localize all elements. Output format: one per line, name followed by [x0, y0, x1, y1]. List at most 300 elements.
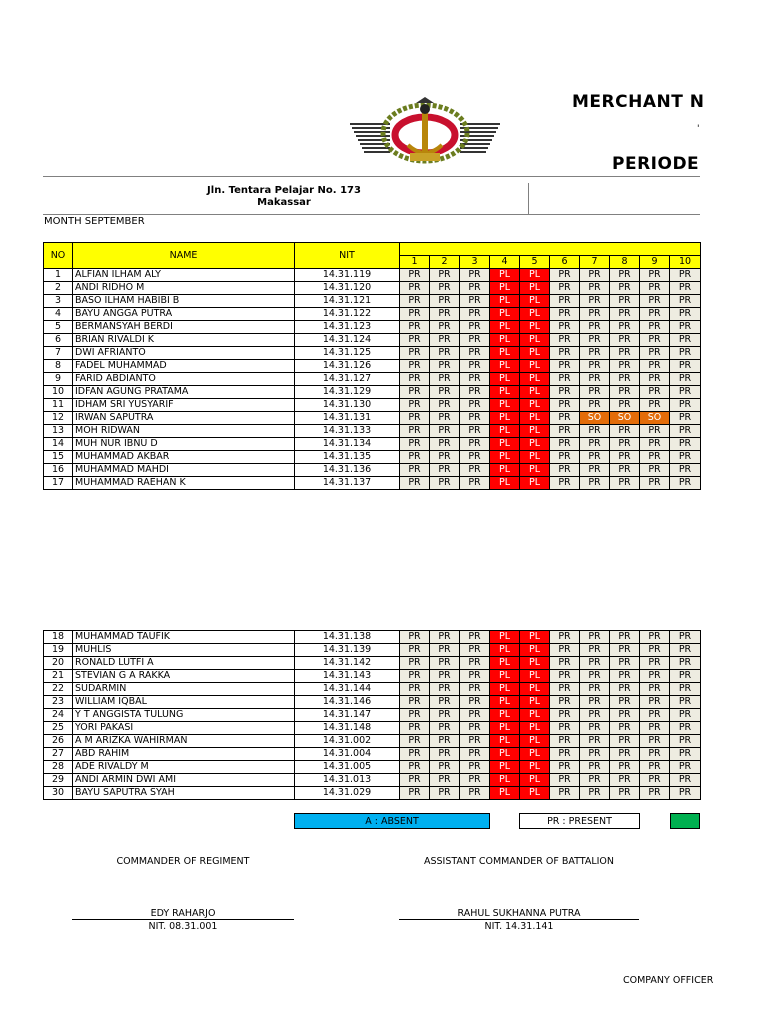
attendance-cell: PR [640, 282, 670, 295]
attendance-cell: PR [640, 735, 670, 748]
attendance-cell: PR [430, 347, 460, 360]
row-number: 20 [44, 657, 73, 670]
column-header-name: NAME [73, 243, 295, 269]
student-nit: 14.31.130 [295, 399, 400, 412]
attendance-cell: PR [400, 644, 430, 657]
student-nit: 14.31.137 [295, 477, 400, 490]
attendance-cell: PR [610, 477, 640, 490]
student-nit: 14.31.121 [295, 295, 400, 308]
attendance-cell: PR [430, 477, 460, 490]
divider-line [43, 214, 700, 215]
attendance-cell: PR [580, 360, 610, 373]
attendance-cell: PR [640, 761, 670, 774]
student-nit: 14.31.004 [295, 748, 400, 761]
signature-nit-left: NIT. 08.31.001 [148, 921, 218, 932]
row-number: 14 [44, 438, 73, 451]
attendance-cell: PR [550, 477, 580, 490]
attendance-cell: PR [550, 360, 580, 373]
attendance-cell: PR [430, 399, 460, 412]
attendance-cell: PR [460, 386, 490, 399]
attendance-cell: PL [490, 477, 520, 490]
attendance-cell: PR [580, 787, 610, 800]
attendance-cell: PR [550, 308, 580, 321]
row-number: 10 [44, 386, 73, 399]
attendance-cell: PL [490, 761, 520, 774]
attendance-cell: PR [460, 334, 490, 347]
attendance-cell: PR [610, 631, 640, 644]
table-row [44, 761, 701, 774]
attendance-cell: PR [670, 657, 701, 670]
student-name: ABD RAHIM [73, 748, 295, 761]
attendance-cell: PR [670, 282, 701, 295]
row-number: 15 [44, 451, 73, 464]
attendance-cell: PR [460, 347, 490, 360]
attendance-cell: PR [460, 735, 490, 748]
table-row [44, 735, 701, 748]
attendance-cell: PR [460, 774, 490, 787]
student-nit: 14.31.119 [295, 269, 400, 282]
attendance-cell: PR [460, 722, 490, 735]
attendance-cell: PL [490, 295, 520, 308]
attendance-cell: PR [460, 451, 490, 464]
attendance-cell: PR [670, 477, 701, 490]
attendance-cell: PR [550, 412, 580, 425]
attendance-cell: PL [520, 477, 550, 490]
table-row [44, 748, 701, 761]
attendance-cell: PR [670, 774, 701, 787]
table-row [44, 787, 701, 800]
attendance-cell: PR [670, 399, 701, 412]
row-number: 26 [44, 735, 73, 748]
attendance-cell: PR [610, 722, 640, 735]
student-nit: 14.31.120 [295, 282, 400, 295]
attendance-cell: PR [460, 657, 490, 670]
student-nit: 14.31.143 [295, 670, 400, 683]
attendance-cell: PR [400, 722, 430, 735]
attendance-cell: PR [640, 334, 670, 347]
attendance-cell: PR [670, 735, 701, 748]
attendance-cell: PL [490, 748, 520, 761]
attendance-cell: PR [580, 761, 610, 774]
attendance-cell: PR [460, 269, 490, 282]
attendance-cell: PL [520, 748, 550, 761]
row-number: 27 [44, 748, 73, 761]
attendance-cell: PL [490, 373, 520, 386]
attendance-cell: PR [400, 761, 430, 774]
legend-present: PR : PRESENT [519, 813, 640, 829]
attendance-cell: PR [460, 373, 490, 386]
table-row [44, 438, 701, 451]
attendance-cell: PR [550, 761, 580, 774]
table-row [44, 683, 701, 696]
attendance-cell: PR [610, 438, 640, 451]
attendance-cell: PR [550, 399, 580, 412]
student-name: FARID ABDIANTO [73, 373, 295, 386]
attendance-cell: PR [610, 295, 640, 308]
row-number: 18 [44, 631, 73, 644]
attendance-cell: PR [460, 709, 490, 722]
attendance-cell: PL [490, 722, 520, 735]
attendance-cell: PR [670, 269, 701, 282]
emblem-logo [350, 97, 500, 165]
attendance-cell: PR [670, 761, 701, 774]
attendance-cell: PR [670, 308, 701, 321]
attendance-cell: PR [580, 425, 610, 438]
row-number: 21 [44, 670, 73, 683]
attendance-cell: PR [430, 670, 460, 683]
attendance-cell: PL [490, 321, 520, 334]
student-nit: 14.31.144 [295, 683, 400, 696]
attendance-cell: PR [610, 308, 640, 321]
attendance-cell: PR [670, 451, 701, 464]
attendance-cell: PR [550, 774, 580, 787]
row-number: 5 [44, 321, 73, 334]
attendance-cell: PL [520, 438, 550, 451]
row-number: 12 [44, 412, 73, 425]
attendance-cell: PR [400, 360, 430, 373]
attendance-cell: PR [580, 683, 610, 696]
attendance-cell: PR [550, 321, 580, 334]
attendance-cell: PR [580, 477, 610, 490]
day-header-4: 4 [490, 256, 520, 269]
attendance-cell: PR [670, 722, 701, 735]
student-nit: 14.31.135 [295, 451, 400, 464]
attendance-cell: PR [550, 451, 580, 464]
student-name: BERMANSYAH BERDI [73, 321, 295, 334]
attendance-cell: PR [640, 709, 670, 722]
attendance-cell: PR [640, 670, 670, 683]
attendance-cell: PR [430, 334, 460, 347]
attendance-cell: PR [640, 360, 670, 373]
student-name: FADEL MUHAMMAD [73, 360, 295, 373]
attendance-cell: PR [430, 438, 460, 451]
attendance-cell: PL [490, 709, 520, 722]
student-nit: 14.31.125 [295, 347, 400, 360]
attendance-cell: PR [640, 477, 670, 490]
attendance-cell: PR [580, 748, 610, 761]
attendance-cell: PR [580, 308, 610, 321]
attendance-cell: PR [400, 308, 430, 321]
attendance-cell: PR [580, 464, 610, 477]
attendance-cell: PR [460, 761, 490, 774]
attendance-cell: PR [400, 735, 430, 748]
attendance-cell: PR [460, 412, 490, 425]
attendance-cell: PR [670, 696, 701, 709]
table-row [44, 644, 701, 657]
attendance-cell: PR [550, 295, 580, 308]
attendance-cell: PR [610, 425, 640, 438]
student-name: MUHAMMAD TAUFIK [73, 631, 295, 644]
attendance-cell: PR [460, 644, 490, 657]
student-nit: 14.31.134 [295, 438, 400, 451]
attendance-cell: SO [610, 412, 640, 425]
attendance-cell: PR [610, 644, 640, 657]
attendance-cell: PR [550, 670, 580, 683]
attendance-cell: PR [610, 787, 640, 800]
table-row [44, 373, 701, 386]
attendance-cell: PR [550, 735, 580, 748]
row-number: 3 [44, 295, 73, 308]
company-officer-label: COMPANY OFFICER [623, 975, 714, 986]
student-name: ALFIAN ILHAM ALY [73, 269, 295, 282]
table-row [44, 347, 701, 360]
table-row [44, 696, 701, 709]
attendance-cell: PR [640, 774, 670, 787]
attendance-cell: PL [490, 269, 520, 282]
attendance-cell: PR [640, 722, 670, 735]
attendance-cell: PR [550, 347, 580, 360]
attendance-cell: PR [580, 709, 610, 722]
attendance-cell: PR [580, 722, 610, 735]
attendance-cell: PR [550, 696, 580, 709]
attendance-cell: PL [520, 386, 550, 399]
attendance-cell: PL [490, 360, 520, 373]
student-nit: 14.31.029 [295, 787, 400, 800]
attendance-cell: PL [520, 295, 550, 308]
attendance-cell: PR [550, 644, 580, 657]
attendance-cell: PR [430, 464, 460, 477]
row-number: 22 [44, 683, 73, 696]
attendance-cell: PR [460, 438, 490, 451]
attendance-cell: PL [520, 347, 550, 360]
attendance-cell: PR [580, 735, 610, 748]
attendance-cell: PR [430, 774, 460, 787]
attendance-cell: PR [550, 748, 580, 761]
student-nit: 14.31.139 [295, 644, 400, 657]
attendance-cell: PR [430, 696, 460, 709]
attendance-cell: PR [670, 787, 701, 800]
table-row [44, 670, 701, 683]
attendance-cell: PL [490, 425, 520, 438]
table-row [44, 464, 701, 477]
attendance-cell: PR [670, 334, 701, 347]
attendance-cell: PR [460, 670, 490, 683]
day-header-1: 1 [400, 256, 430, 269]
student-nit: 14.31.126 [295, 360, 400, 373]
attendance-cell: PR [610, 683, 640, 696]
attendance-cell: PR [610, 386, 640, 399]
attendance-cell: PL [520, 657, 550, 670]
attendance-cell: PL [520, 412, 550, 425]
attendance-cell: PL [520, 683, 550, 696]
student-nit: 14.31.122 [295, 308, 400, 321]
signature-role-left: COMMANDER OF REGIMENT [116, 856, 250, 867]
attendance-cell: PR [610, 774, 640, 787]
attendance-cell: PR [550, 438, 580, 451]
attendance-cell: PR [610, 761, 640, 774]
student-nit: 14.31.147 [295, 709, 400, 722]
attendance-cell: PR [670, 438, 701, 451]
table-row [44, 269, 701, 282]
divider-line [43, 176, 700, 177]
attendance-cell: PR [610, 399, 640, 412]
student-name: DWI AFRIANTO [73, 347, 295, 360]
month-label: MONTH SEPTEMBER [44, 216, 145, 227]
student-name: STEVIAN G A RAKKA [73, 670, 295, 683]
attendance-cell: PL [520, 709, 550, 722]
attendance-cell: PL [490, 631, 520, 644]
attendance-cell: PR [670, 360, 701, 373]
attendance-cell: PR [670, 373, 701, 386]
attendance-cell: PR [400, 696, 430, 709]
table-row [44, 412, 701, 425]
attendance-cell: PR [640, 308, 670, 321]
student-nit: 14.31.138 [295, 631, 400, 644]
day-header-6: 6 [550, 256, 580, 269]
attendance-cell: PR [430, 412, 460, 425]
row-number: 8 [44, 360, 73, 373]
student-name: Y T ANGGISTA TULUNG [73, 709, 295, 722]
attendance-cell: PR [610, 709, 640, 722]
attendance-cell: PR [550, 683, 580, 696]
attendance-cell: PR [430, 308, 460, 321]
attendance-cell: PL [490, 670, 520, 683]
attendance-cell: PR [580, 386, 610, 399]
attendance-cell: PR [400, 748, 430, 761]
attendance-cell: PL [520, 425, 550, 438]
student-nit: 14.31.146 [295, 696, 400, 709]
attendance-cell: PR [580, 774, 610, 787]
attendance-cell: PR [670, 709, 701, 722]
attendance-cell: PR [430, 644, 460, 657]
attendance-cell: PR [580, 657, 610, 670]
table-row [44, 657, 701, 670]
attendance-cell: PL [490, 464, 520, 477]
attendance-cell: PR [460, 477, 490, 490]
student-name: MUHLIS [73, 644, 295, 657]
attendance-cell: PR [400, 399, 430, 412]
student-nit: 14.31.136 [295, 464, 400, 477]
attendance-cell: PR [640, 386, 670, 399]
attendance-cell: PR [550, 334, 580, 347]
attendance-cell: PR [400, 657, 430, 670]
student-nit: 14.31.131 [295, 412, 400, 425]
student-nit: 14.31.129 [295, 386, 400, 399]
attendance-rows-part-1 [44, 269, 701, 490]
document-title: MERCHANT N [572, 92, 705, 112]
student-name: BAYU ANGGA PUTRA [73, 308, 295, 321]
attendance-cell: PR [670, 321, 701, 334]
attendance-cell: PR [430, 451, 460, 464]
attendance-cell: PR [460, 425, 490, 438]
column-header-days-group [400, 243, 701, 256]
student-name: A M ARIZKA WAHIRMAN [73, 735, 295, 748]
row-number: 17 [44, 477, 73, 490]
table-row [44, 282, 701, 295]
attendance-cell: PR [640, 399, 670, 412]
student-nit: 14.31.005 [295, 761, 400, 774]
attendance-cell: PR [640, 347, 670, 360]
attendance-cell: PR [550, 425, 580, 438]
attendance-cell: PL [520, 360, 550, 373]
attendance-cell: PR [610, 334, 640, 347]
attendance-cell: PR [430, 683, 460, 696]
attendance-cell: PR [670, 644, 701, 657]
attendance-cell: PR [610, 321, 640, 334]
attendance-cell: PR [400, 631, 430, 644]
attendance-cell: PR [640, 696, 670, 709]
student-nit: 14.31.124 [295, 334, 400, 347]
day-header-8: 8 [610, 256, 640, 269]
attendance-cell: PR [640, 425, 670, 438]
attendance-cell: PL [520, 631, 550, 644]
attendance-cell: PL [520, 787, 550, 800]
attendance-cell: PR [670, 295, 701, 308]
attendance-cell: PR [430, 373, 460, 386]
attendance-cell: PR [430, 386, 460, 399]
attendance-cell: PR [670, 748, 701, 761]
attendance-cell: SO [640, 412, 670, 425]
attendance-cell: PR [640, 295, 670, 308]
student-name: BAYU SAPUTRA SYAH [73, 787, 295, 800]
attendance-cell: PR [580, 399, 610, 412]
attendance-cell: PR [400, 451, 430, 464]
attendance-cell: PL [490, 657, 520, 670]
attendance-cell: SO [580, 412, 610, 425]
row-number: 30 [44, 787, 73, 800]
attendance-cell: PR [400, 386, 430, 399]
attendance-cell: PL [520, 722, 550, 735]
attendance-cell: PR [460, 464, 490, 477]
attendance-cell: PR [430, 709, 460, 722]
table-row [44, 631, 701, 644]
attendance-cell: PR [580, 631, 610, 644]
day-header-3: 3 [460, 256, 490, 269]
attendance-cell: PL [490, 774, 520, 787]
attendance-cell: PL [490, 282, 520, 295]
attendance-cell: PR [400, 321, 430, 334]
attendance-cell: PR [400, 412, 430, 425]
signature-nit-right: NIT. 14.31.141 [484, 921, 554, 932]
attendance-cell: PR [550, 464, 580, 477]
attendance-cell: PR [640, 451, 670, 464]
attendance-cell: PR [580, 321, 610, 334]
attendance-cell: PL [490, 451, 520, 464]
attendance-cell: PR [460, 399, 490, 412]
attendance-cell: PR [580, 373, 610, 386]
attendance-cell: PR [550, 657, 580, 670]
attendance-cell: PR [640, 683, 670, 696]
attendance-cell: PR [670, 464, 701, 477]
student-name: SUDARMIN [73, 683, 295, 696]
signature-name-left: EDY RAHARJO [72, 908, 294, 920]
row-number: 6 [44, 334, 73, 347]
attendance-cell: PR [580, 670, 610, 683]
attendance-cell: PL [520, 670, 550, 683]
table-row [44, 774, 701, 787]
student-name: IRWAN SAPUTRA [73, 412, 295, 425]
attendance-cell: PR [580, 269, 610, 282]
attendance-cell: PL [490, 683, 520, 696]
attendance-cell: PR [550, 282, 580, 295]
student-nit: 14.31.148 [295, 722, 400, 735]
attendance-cell: PR [430, 269, 460, 282]
table-row [44, 360, 701, 373]
attendance-cell: PR [670, 386, 701, 399]
attendance-cell: PL [520, 321, 550, 334]
student-name: BASO ILHAM HABIBI B [73, 295, 295, 308]
attendance-cell: PR [430, 425, 460, 438]
attendance-cell: PL [520, 735, 550, 748]
student-name: ANDI ARMIN DWI AMI [73, 774, 295, 787]
attendance-cell: PL [490, 696, 520, 709]
attendance-cell: PR [610, 347, 640, 360]
attendance-cell: PL [520, 644, 550, 657]
attendance-cell: PR [670, 683, 701, 696]
attendance-cell: PR [580, 438, 610, 451]
attendance-cell: PR [550, 787, 580, 800]
attendance-cell: PR [610, 464, 640, 477]
